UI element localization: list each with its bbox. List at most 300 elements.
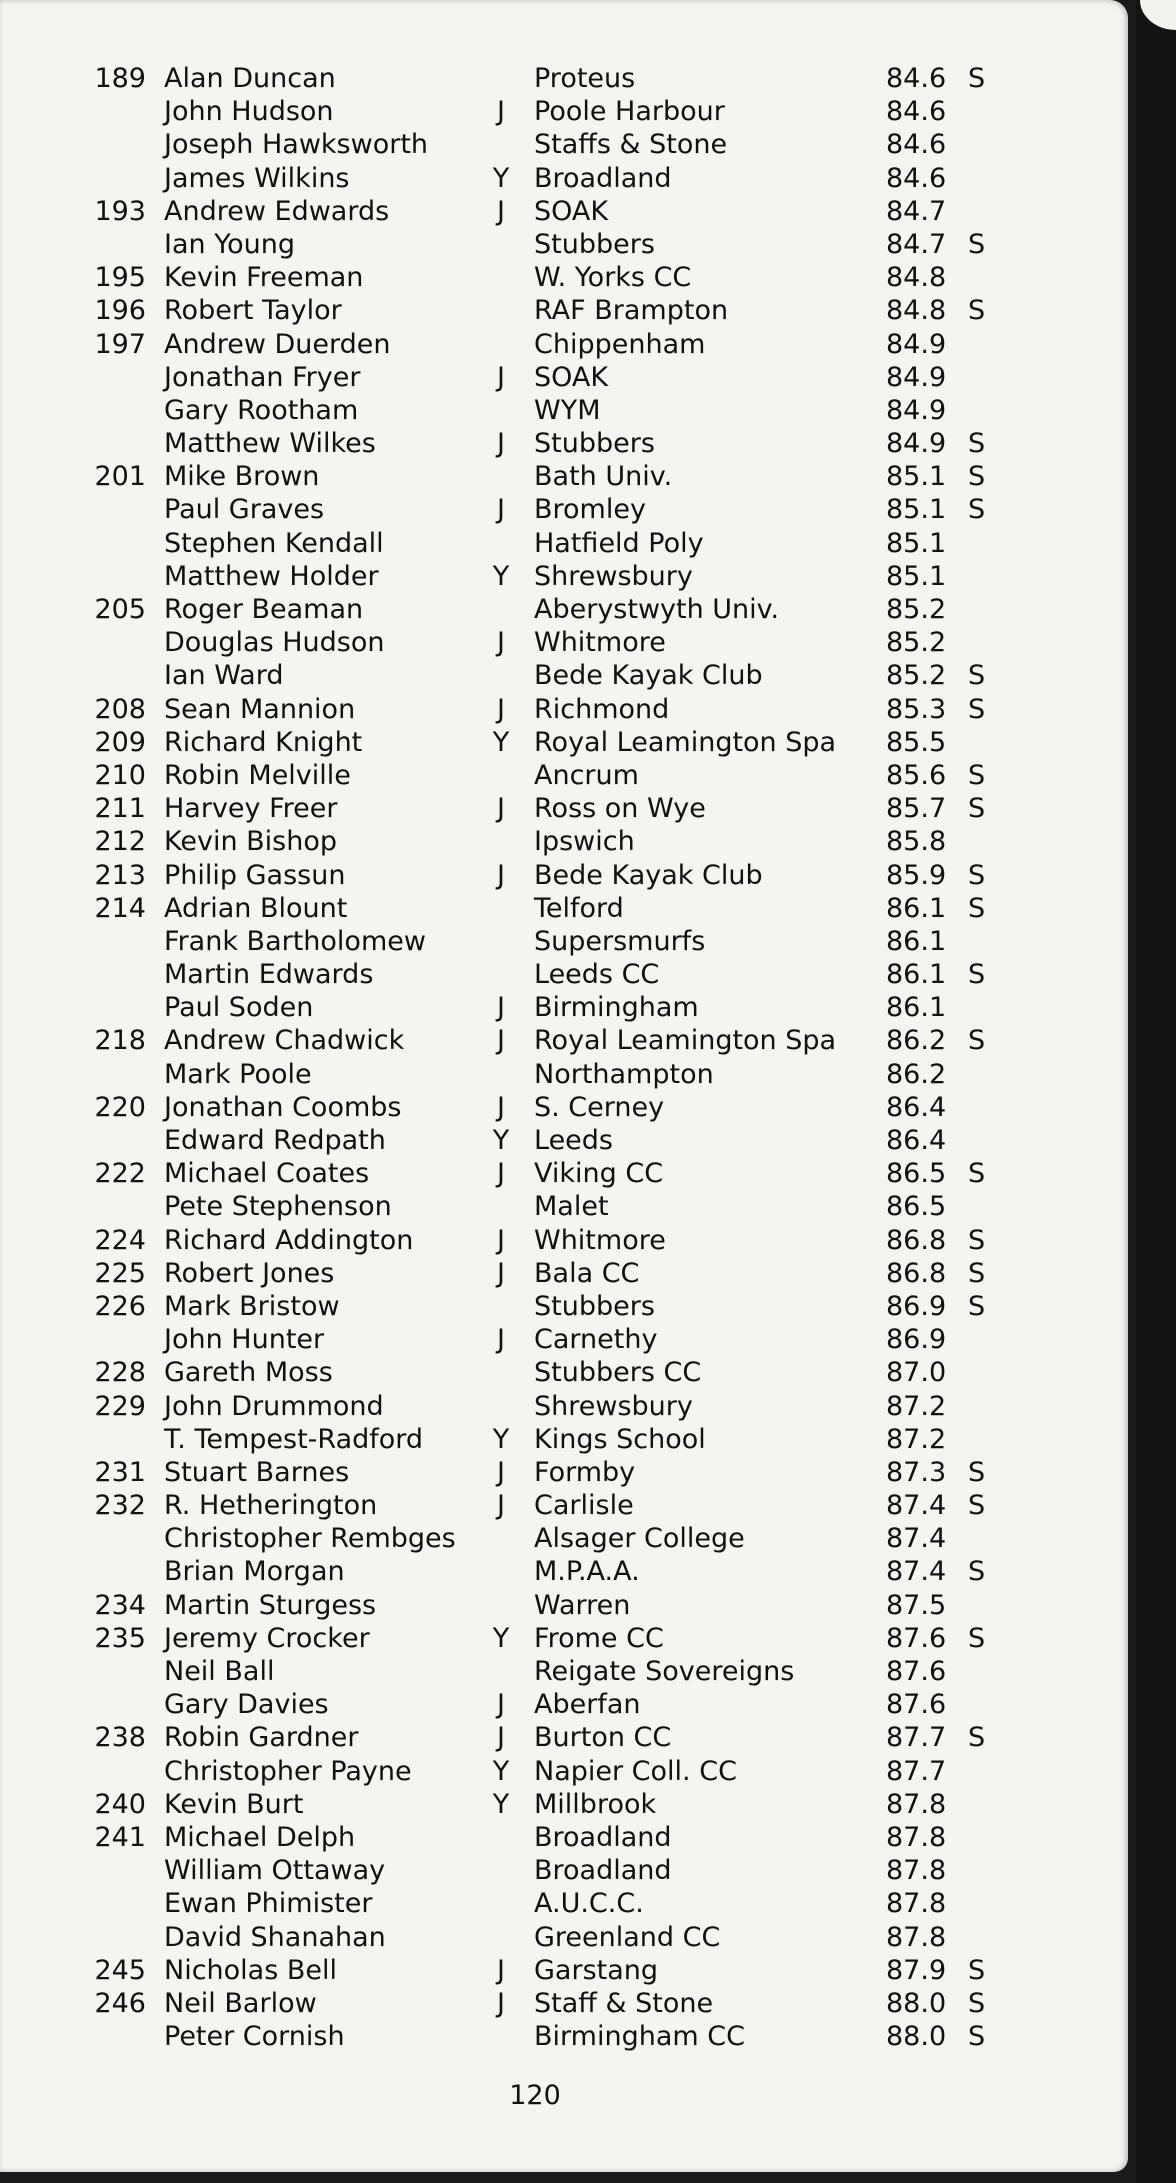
time-value: 87.4: [886, 1556, 947, 1588]
result-row: [86, 460, 1046, 493]
competitor-name: Robin Melville: [164, 759, 351, 791]
club-name: Alsager College: [534, 1523, 745, 1555]
competitor-name: Andrew Edwards: [164, 195, 390, 227]
result-row: [86, 726, 1046, 759]
time-value: 86.1: [886, 925, 947, 957]
result-row: [86, 1887, 1046, 1920]
competitor-name: Joseph Hawksworth: [164, 129, 429, 161]
result-row: [86, 1522, 1046, 1555]
category-code: Y: [492, 560, 510, 592]
position-number: 245: [94, 1954, 146, 1986]
category-code: J: [497, 1456, 505, 1488]
competitor-name: William Ottaway: [164, 1855, 386, 1887]
time-value: 85.5: [886, 726, 947, 758]
time-value: 87.8: [886, 1821, 947, 1853]
flag-marker: S: [968, 1257, 986, 1289]
competitor-name: Christopher Payne: [164, 1755, 412, 1787]
result-row: [86, 95, 1046, 128]
club-name: Shrewsbury: [534, 560, 693, 592]
time-value: 86.4: [886, 1091, 947, 1123]
time-value: 85.2: [886, 627, 947, 659]
category-code: J: [497, 1490, 505, 1522]
competitor-name: Kevin Burt: [164, 1788, 304, 1820]
position-number: 222: [94, 1158, 146, 1190]
flag-marker: S: [968, 1456, 986, 1488]
time-value: 86.4: [886, 1125, 947, 1156]
result-row: [86, 1024, 1046, 1057]
club-name: Shrewsbury: [534, 1390, 693, 1422]
result-row: [86, 759, 1046, 792]
time-value: 87.7: [886, 1755, 947, 1787]
position-number: 226: [94, 1290, 146, 1322]
position-number: 211: [94, 793, 146, 825]
competitor-name: Mark Poole: [164, 1058, 312, 1090]
category-code: J: [497, 1987, 505, 2019]
club-name: Bede Kayak Club: [534, 859, 763, 891]
club-name: Leeds: [534, 1125, 613, 1156]
position-number: 241: [94, 1821, 146, 1853]
flag-marker: S: [968, 1622, 986, 1654]
flag-marker: S: [968, 1954, 986, 1986]
club-name: Royal Leamington Spa: [534, 726, 837, 758]
club-name: Aberfan: [534, 1689, 641, 1721]
flag-marker: S: [968, 892, 986, 924]
result-row: [86, 493, 1046, 526]
time-value: 85.1: [886, 461, 947, 493]
result-row: [86, 626, 1046, 659]
flag-marker: S: [968, 859, 986, 891]
category-code: J: [497, 693, 505, 725]
time-value: 84.9: [886, 328, 947, 360]
result-row: [86, 1987, 1046, 2020]
competitor-name: Robert Taylor: [164, 295, 342, 327]
club-name: Whitmore: [534, 627, 666, 659]
competitor-name: Philip Gassun: [164, 859, 346, 891]
position-number: 238: [94, 1722, 146, 1754]
competitor-name: Andrew Chadwick: [164, 1025, 405, 1057]
flag-marker: S: [968, 1158, 986, 1190]
result-row: [86, 527, 1046, 560]
category-code: Y: [492, 1125, 510, 1156]
competitor-name: Neil Ball: [164, 1656, 275, 1687]
result-row: [86, 1555, 1046, 1588]
result-row: [86, 1423, 1046, 1456]
result-row: [86, 1356, 1046, 1389]
club-name: Stubbers: [534, 1290, 655, 1322]
category-code: J: [497, 1158, 505, 1190]
result-row: [86, 228, 1046, 261]
position-number: 218: [94, 1025, 146, 1057]
club-name: Broadland: [534, 1821, 672, 1853]
result-row: [86, 1456, 1046, 1489]
club-name: Northampton: [534, 1058, 714, 1090]
club-name: Garstang: [534, 1954, 659, 1986]
category-code: J: [497, 1722, 505, 1754]
position-number: 193: [94, 195, 146, 227]
competitor-name: Harvey Freer: [164, 793, 338, 825]
competitor-name: Gareth Moss: [164, 1357, 333, 1389]
category-code: Y: [492, 1755, 510, 1787]
result-row: [86, 1755, 1046, 1788]
club-name: SOAK: [534, 195, 609, 227]
club-name: Staffs & Stone: [534, 129, 728, 161]
club-name: Millbrook: [534, 1788, 657, 1820]
category-code: Y: [492, 1788, 510, 1820]
position-number: 196: [94, 295, 146, 327]
club-name: Greenland CC: [534, 1921, 721, 1953]
club-name: Reigate Sovereigns: [534, 1656, 795, 1687]
position-number: 212: [94, 826, 146, 858]
competitor-name: Frank Bartholomew: [164, 925, 426, 957]
time-value: 85.3: [886, 693, 947, 725]
category-code: J: [497, 1689, 505, 1721]
flag-marker: S: [968, 693, 986, 725]
flag-marker: S: [968, 1490, 986, 1522]
competitor-name: Jeremy Crocker: [164, 1622, 370, 1654]
category-code: J: [497, 96, 505, 128]
category-code: J: [497, 1025, 505, 1057]
category-code: J: [497, 859, 505, 891]
result-row: [86, 792, 1046, 825]
flag-marker: S: [968, 1987, 986, 2019]
result-row: [86, 892, 1046, 925]
result-row: [86, 1390, 1046, 1423]
results-list: [86, 62, 1046, 2053]
club-name: Bala CC: [534, 1257, 640, 1289]
competitor-name: Kevin Bishop: [164, 826, 338, 858]
result-row: [86, 1489, 1046, 1522]
club-name: Warren: [534, 1589, 631, 1621]
time-value: 87.9: [886, 1954, 947, 1986]
club-name: A.U.C.C.: [534, 1888, 644, 1920]
result-row: [86, 958, 1046, 991]
time-value: 84.8: [886, 262, 947, 294]
result-row: [86, 593, 1046, 626]
club-name: Proteus: [534, 63, 636, 94]
result-row: [86, 1257, 1046, 1290]
competitor-name: Mike Brown: [164, 461, 320, 493]
flag-marker: S: [968, 1290, 986, 1322]
position-number: 229: [94, 1390, 146, 1422]
club-name: Ross on Wye: [534, 793, 706, 825]
category-code: J: [497, 793, 505, 825]
club-name: Burton CC: [534, 1722, 672, 1754]
page-edge: [1136, 0, 1176, 2183]
time-value: 84.9: [886, 428, 947, 460]
club-name: Bromley: [534, 494, 646, 526]
time-value: 87.6: [886, 1622, 947, 1654]
competitor-name: Richard Knight: [164, 726, 363, 758]
competitor-name: Ian Ward: [164, 660, 284, 692]
club-name: Royal Leamington Spa: [534, 1025, 837, 1057]
category-code: Y: [492, 1622, 510, 1654]
result-row: [86, 394, 1046, 427]
result-row: [86, 1688, 1046, 1721]
time-value: 88.0: [886, 2021, 947, 2053]
competitor-name: James Wilkins: [164, 162, 350, 194]
page-number: 120: [509, 2080, 561, 2111]
result-row: [86, 1290, 1046, 1323]
club-name: Chippenham: [534, 328, 706, 360]
result-row: [86, 1224, 1046, 1257]
club-name: Staff & Stone: [534, 1987, 714, 2019]
position-number: 205: [94, 594, 146, 625]
result-row: [86, 261, 1046, 294]
club-name: Stubbers CC: [534, 1357, 702, 1389]
category-code: J: [497, 992, 505, 1024]
club-name: Malet: [534, 1191, 609, 1223]
competitor-name: Jonathan Coombs: [164, 1091, 402, 1123]
position-number: 228: [94, 1357, 146, 1389]
competitor-name: Andrew Duerden: [164, 328, 391, 360]
competitor-name: John Hudson: [164, 96, 334, 128]
competitor-name: Richard Addington: [164, 1224, 414, 1256]
club-name: Napier Coll. CC: [534, 1755, 737, 1787]
result-row: [86, 1157, 1046, 1190]
club-name: Hatfield Poly: [534, 527, 704, 559]
time-value: 87.4: [886, 1490, 947, 1522]
club-name: Broadland: [534, 162, 672, 194]
time-value: 87.6: [886, 1656, 947, 1687]
category-code: J: [497, 1954, 505, 1986]
competitor-name: Pete Stephenson: [164, 1191, 392, 1223]
flag-marker: S: [968, 63, 986, 94]
position-number: 224: [94, 1224, 146, 1256]
time-value: 87.8: [886, 1855, 947, 1887]
position-number: 201: [94, 461, 146, 493]
result-row: [86, 1921, 1046, 1954]
category-code: J: [497, 428, 505, 460]
competitor-name: Alan Duncan: [164, 63, 336, 94]
time-value: 86.9: [886, 1324, 947, 1356]
competitor-name: Nicholas Bell: [164, 1954, 338, 1986]
category-code: J: [497, 1257, 505, 1289]
time-value: 86.8: [886, 1224, 947, 1256]
club-name: W. Yorks CC: [534, 262, 692, 294]
position-number: 195: [94, 262, 146, 294]
position-number: 231: [94, 1456, 146, 1488]
category-code: Y: [492, 1423, 510, 1455]
result-row: [86, 328, 1046, 361]
result-row: [86, 1622, 1046, 1655]
position-number: 197: [94, 328, 146, 360]
time-value: 84.7: [886, 195, 947, 227]
category-code: J: [497, 494, 505, 526]
club-name: Ancrum: [534, 759, 639, 791]
flag-marker: S: [968, 1224, 986, 1256]
time-value: 85.8: [886, 826, 947, 858]
competitor-name: Peter Cornish: [164, 2021, 345, 2053]
competitor-name: Neil Barlow: [164, 1987, 317, 2019]
competitor-name: Martin Sturgess: [164, 1589, 377, 1621]
result-row: [86, 1124, 1046, 1157]
time-value: 84.6: [886, 129, 947, 161]
result-row: [86, 560, 1046, 593]
result-row: [86, 1091, 1046, 1124]
time-value: 86.1: [886, 959, 947, 991]
category-code: Y: [492, 726, 510, 758]
time-value: 87.0: [886, 1357, 947, 1389]
club-name: Kings School: [534, 1423, 706, 1455]
position-number: 220: [94, 1091, 146, 1123]
competitor-name: Michael Coates: [164, 1158, 370, 1190]
category-code: J: [497, 627, 505, 659]
competitor-name: David Shanahan: [164, 1921, 386, 1953]
time-value: 87.7: [886, 1722, 947, 1754]
competitor-name: Douglas Hudson: [164, 627, 385, 659]
club-name: S. Cerney: [534, 1091, 665, 1123]
club-name: RAF Brampton: [534, 295, 729, 327]
club-name: Viking CC: [534, 1158, 664, 1190]
club-name: Bath Univ.: [534, 461, 673, 493]
result-row: [86, 128, 1046, 161]
flag-marker: S: [968, 428, 986, 460]
result-row: [86, 162, 1046, 195]
time-value: 86.1: [886, 992, 947, 1024]
time-value: 84.9: [886, 394, 947, 426]
position-number: 210: [94, 759, 146, 791]
result-row: [86, 1655, 1046, 1688]
time-value: 84.6: [886, 162, 947, 194]
competitor-name: Adrian Blount: [164, 892, 348, 924]
flag-marker: S: [968, 1722, 986, 1754]
result-row: [86, 1721, 1046, 1754]
club-name: Supersmurfs: [534, 925, 706, 957]
position-number: 213: [94, 859, 146, 891]
club-name: Carnethy: [534, 1324, 658, 1356]
club-name: Leeds CC: [534, 959, 660, 991]
time-value: 87.6: [886, 1689, 947, 1721]
time-value: 87.2: [886, 1423, 947, 1455]
time-value: 87.4: [886, 1523, 947, 1555]
competitor-name: Paul Graves: [164, 494, 325, 526]
time-value: 86.1: [886, 892, 947, 924]
position-number: 240: [94, 1788, 146, 1820]
time-value: 84.8: [886, 295, 947, 327]
club-name: WYM: [534, 394, 601, 426]
time-value: 84.6: [886, 63, 947, 94]
position-number: 246: [94, 1987, 146, 2019]
competitor-name: Christopher Rembges: [164, 1523, 456, 1555]
flag-marker: S: [968, 295, 986, 327]
competitor-name: Jonathan Fryer: [164, 361, 361, 393]
time-value: 85.2: [886, 594, 947, 625]
flag-marker: S: [968, 1025, 986, 1057]
club-name: Formby: [534, 1456, 636, 1488]
competitor-name: John Drummond: [164, 1390, 384, 1422]
competitor-name: Ian Young: [164, 228, 295, 260]
position-number: 235: [94, 1622, 146, 1654]
result-row: [86, 1788, 1046, 1821]
time-value: 86.5: [886, 1191, 947, 1223]
result-row: [86, 1589, 1046, 1622]
category-code: Y: [492, 162, 510, 194]
flag-marker: S: [968, 793, 986, 825]
competitor-name: T. Tempest-Radford: [164, 1423, 424, 1455]
competitor-name: Sean Mannion: [164, 693, 356, 725]
club-name: Stubbers: [534, 428, 655, 460]
competitor-name: Kevin Freeman: [164, 262, 364, 294]
competitor-name: Gary Davies: [164, 1689, 329, 1721]
time-value: 85.6: [886, 759, 947, 791]
club-name: Richmond: [534, 693, 670, 725]
position-number: 214: [94, 892, 146, 924]
flag-marker: S: [968, 959, 986, 991]
result-row: [86, 925, 1046, 958]
club-name: Ipswich: [534, 826, 635, 858]
result-row: [86, 1323, 1046, 1356]
competitor-name: Robin Gardner: [164, 1722, 359, 1754]
time-value: 87.3: [886, 1456, 947, 1488]
category-code: J: [497, 195, 505, 227]
time-value: 85.1: [886, 527, 947, 559]
time-value: 86.8: [886, 1257, 947, 1289]
competitor-name: Mark Bristow: [164, 1290, 340, 1322]
club-name: Stubbers: [534, 228, 655, 260]
time-value: 84.6: [886, 96, 947, 128]
position-number: 232: [94, 1490, 146, 1522]
position-number: 234: [94, 1589, 146, 1621]
time-value: 87.2: [886, 1390, 947, 1422]
club-name: Whitmore: [534, 1224, 666, 1256]
competitor-name: Stephen Kendall: [164, 527, 384, 559]
time-value: 85.7: [886, 793, 947, 825]
club-name: M.P.A.A.: [534, 1556, 640, 1588]
competitor-name: Michael Delph: [164, 1821, 356, 1853]
time-value: 87.5: [886, 1589, 947, 1621]
result-row: [86, 195, 1046, 228]
club-name: Broadland: [534, 1855, 672, 1887]
result-row: [86, 859, 1046, 892]
position-number: 189: [94, 63, 146, 94]
result-row: [86, 294, 1046, 327]
club-name: Birmingham CC: [534, 2021, 745, 2053]
result-row: [86, 427, 1046, 460]
position-number: 225: [94, 1257, 146, 1289]
result-row: [86, 1954, 1046, 1987]
time-value: 86.5: [886, 1158, 947, 1190]
club-name: Birmingham: [534, 992, 699, 1024]
result-row: [86, 991, 1046, 1024]
flag-marker: S: [968, 759, 986, 791]
competitor-name: John Hunter: [164, 1324, 325, 1356]
competitor-name: Edward Redpath: [164, 1125, 386, 1156]
competitor-name: Robert Jones: [164, 1257, 335, 1289]
flag-marker: S: [968, 1556, 986, 1588]
competitor-name: Martin Edwards: [164, 959, 374, 991]
club-name: SOAK: [534, 361, 609, 393]
competitor-name: Roger Beaman: [164, 594, 364, 625]
time-value: 85.9: [886, 859, 947, 891]
result-row: [86, 1854, 1046, 1887]
time-value: 85.2: [886, 660, 947, 692]
time-value: 85.1: [886, 494, 947, 526]
category-code: J: [497, 1224, 505, 1256]
result-row: [86, 1058, 1046, 1091]
category-code: J: [497, 1091, 505, 1123]
club-name: Aberystwyth Univ.: [534, 594, 780, 625]
competitor-name: Brian Morgan: [164, 1556, 345, 1588]
time-value: 84.7: [886, 228, 947, 260]
result-row: [86, 361, 1046, 394]
time-value: 85.1: [886, 560, 947, 592]
competitor-name: Gary Rootham: [164, 394, 359, 426]
result-row: [86, 659, 1046, 692]
category-code: J: [497, 1324, 505, 1356]
position-number: 208: [94, 693, 146, 725]
time-value: 87.8: [886, 1788, 947, 1820]
competitor-name: Stuart Barnes: [164, 1456, 350, 1488]
